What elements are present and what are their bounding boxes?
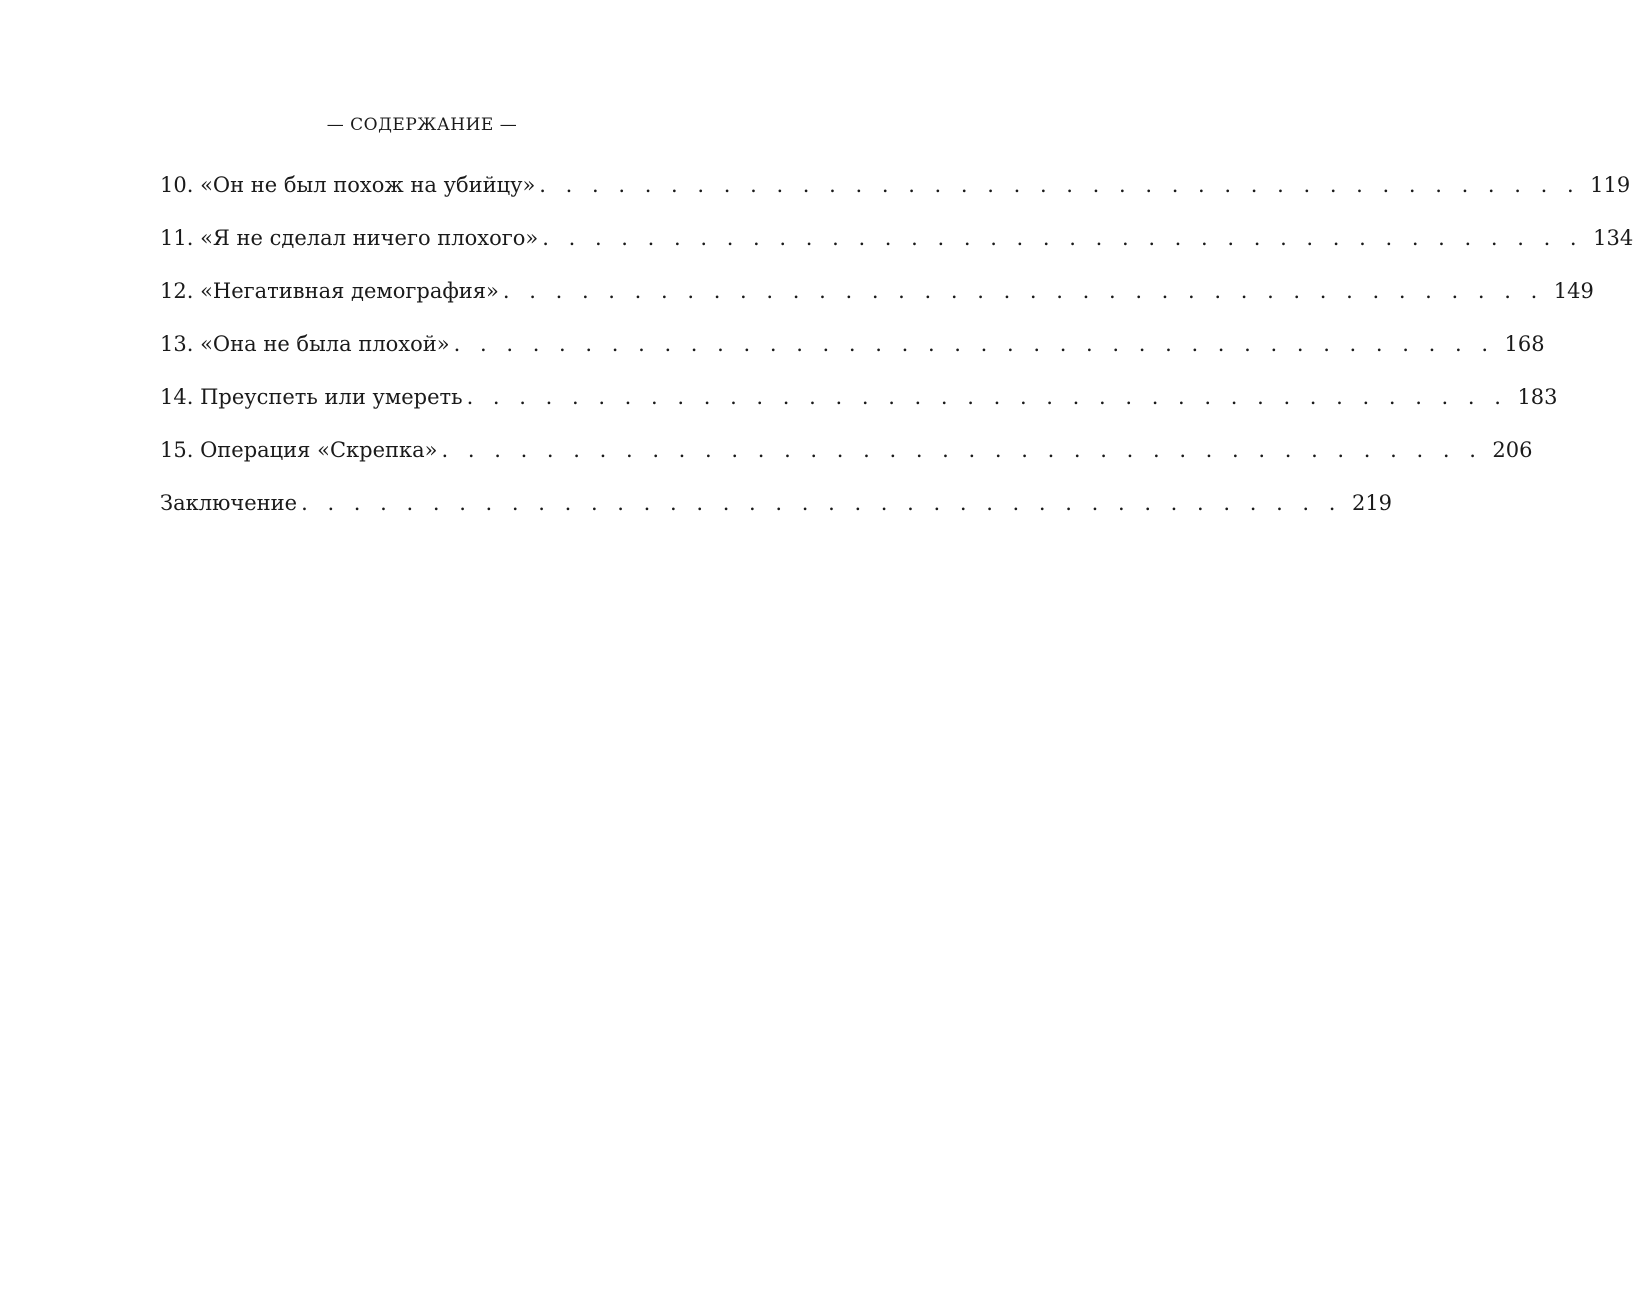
toc-entry [160,172,1631,225]
toc-entry-page: 119 [1590,173,1631,197]
dot-leader: . . . . . . . . . . . . . . . . . . . . . . . . . . . . . . . . . . . . . . . . [441,438,1483,462]
dot-leader: . . . . . . . . . . . . . . . . . . . . . . . . . . . . . . . . . . . . . . . . [453,332,1495,356]
toc-entry [160,331,1545,384]
toc-entry-page: 206 [1492,438,1533,462]
toc-entry-page: 168 [1504,332,1545,356]
toc-entry-page: 149 [1553,279,1594,303]
dot-leader: . . . . . . . . . . . . . . . . . . . . . . . . . . . . . . . . . . . . . . . . [301,491,1342,515]
running-head: — СОДЕРЖАНИЕ — [326,115,518,135]
toc-entry-title: 11. «Я не сделал ничего плохого» [160,226,539,250]
toc-entry [160,384,1558,437]
table-of-contents [160,172,1633,543]
toc-entry [160,437,1533,490]
dot-leader: . . . . . . . . . . . . . . . . . . . . . . . . . . . . . . . . . . . . . . . . [542,226,1584,250]
toc-entry [160,490,1393,543]
toc-entry [160,225,1633,278]
toc-entry-title: 13. «Она не была плохой» [160,332,450,356]
toc-entry-title: 14. Преуспеть или умереть [160,385,463,409]
toc-entry [160,278,1594,331]
dot-leader: . . . . . . . . . . . . . . . . . . . . . . . . . . . . . . . . . . . . . . . . [466,385,1508,409]
dot-leader: . . . . . . . . . . . . . . . . . . . . . . . . . . . . . . . . . . . . . . . . [539,173,1581,197]
toc-entry-title: 12. «Негативная демография» [160,279,499,303]
toc-entry-page: 183 [1517,385,1558,409]
toc-entry-title: 15. Операция «Скрепка» [160,438,438,462]
toc-entry-title: 10. «Он не был похож на убийцу» [160,173,536,197]
toc-entry-title: Заключение [160,491,298,515]
dot-leader: . . . . . . . . . . . . . . . . . . . . . . . . . . . . . . . . . . . . . . . . [502,279,1544,303]
toc-entry-page: 219 [1351,491,1393,515]
toc-entry-page: 134 [1593,226,1633,250]
